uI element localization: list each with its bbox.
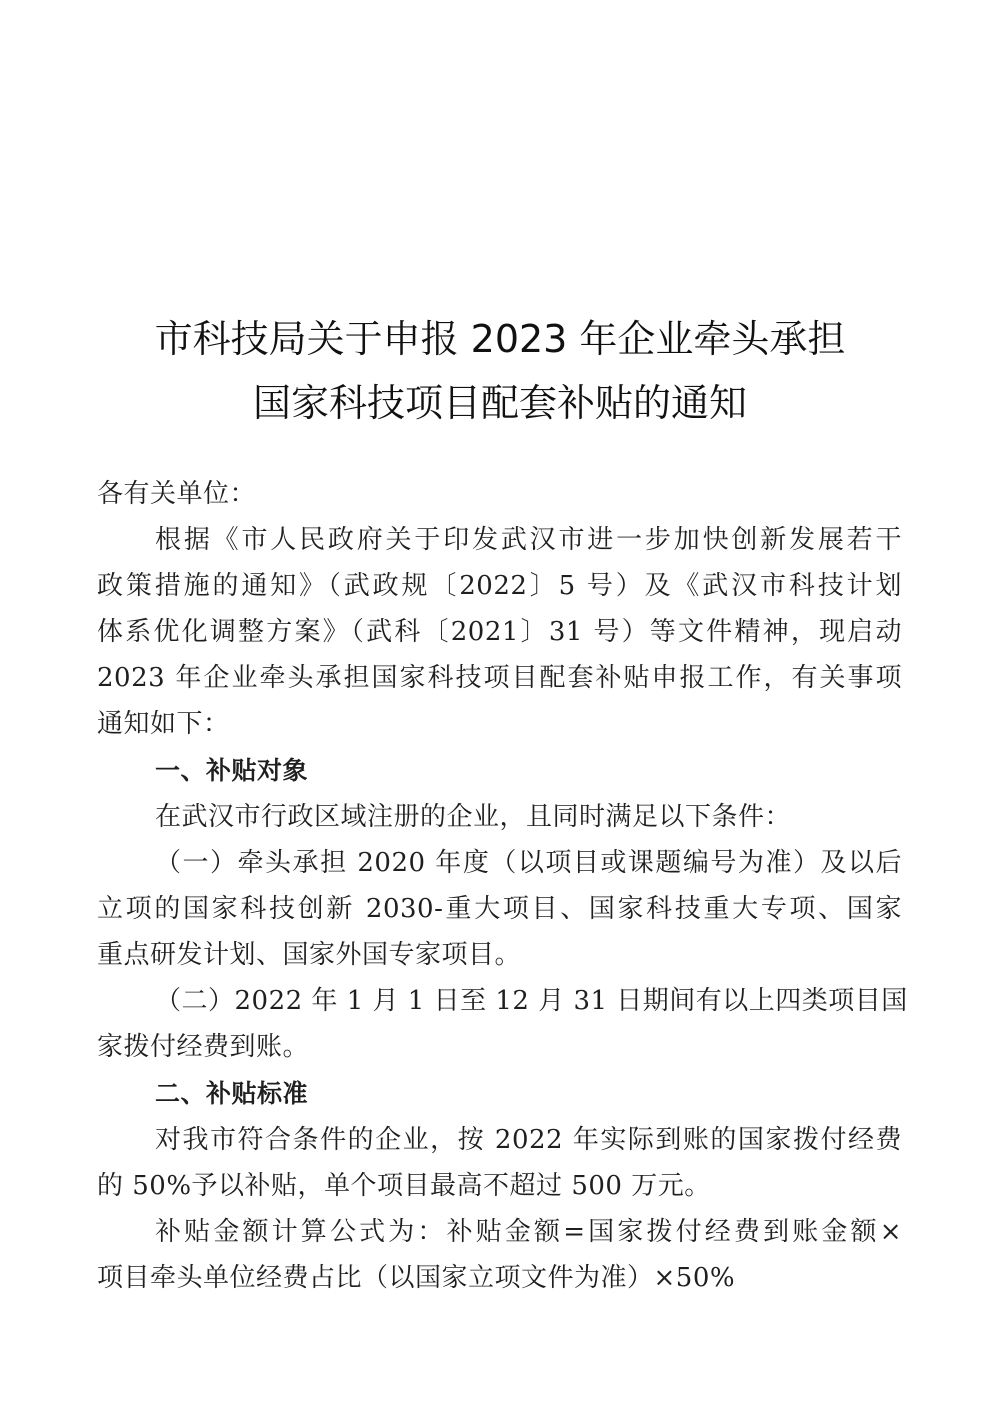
section-heading-subsidy-standard: 二、补贴标准 <box>155 1079 309 1108</box>
intro-paragraph-line: 根据《市人民政府关于印发武汉市进一步加快创新发展若干 <box>155 525 902 555</box>
section1-paragraph-line: 在武汉市行政区域注册的企业，且同时满足以下条件： <box>155 802 792 832</box>
section2-paragraph-line: 的 50%予以补贴，单个项目最高不超过 500 万元。 <box>97 1171 711 1201</box>
intro-paragraph-line: 政策措施的通知》（武政规〔2022〕5 号）及《武汉市科技计划 <box>97 571 902 601</box>
salutation: 各有关单位： <box>97 479 257 509</box>
intro-paragraph-line: 体系优化调整方案》（武科〔2021〕31 号）等文件精神，现启动 <box>97 617 902 647</box>
section2-formula-line: 补贴金额计算公式为：补贴金额=国家拨付经费到账金额× <box>155 1217 902 1247</box>
intro-paragraph-line: 通知如下： <box>97 709 230 739</box>
section1-item2-line: 家拨付经费到账。 <box>97 1032 310 1062</box>
section2-paragraph-line: 对我市符合条件的企业，按 2022 年实际到账的国家拨付经费 <box>155 1125 902 1155</box>
section-heading-subsidy-target: 一、补贴对象 <box>155 756 309 785</box>
document-title-line-1: 市科技局关于申报 2023 年企业牵头承担 <box>154 317 846 361</box>
intro-paragraph-line: 2023 年企业牵头承担国家科技项目配套补贴申报工作，有关事项 <box>97 663 902 693</box>
section1-item1-line: 立项的国家科技创新 2030-重大项目、国家科技重大专项、国家 <box>97 894 902 924</box>
section1-item1-line: （一）牵头承担 2020 年度（以项目或课题编号为准）及以后 <box>155 848 902 878</box>
document-title-line-2: 国家科技项目配套补贴的通知 <box>252 381 747 425</box>
section1-item2-line: （二）2022 年 1 月 1 日至 12 月 31 日期间有以上四类项目国 <box>155 986 908 1016</box>
section1-item1-line: 重点研发计划、国家外国专家项目。 <box>97 940 522 970</box>
section2-formula-line: 项目牵头单位经费占比（以国家立项文件为准）×50% <box>97 1263 736 1293</box>
